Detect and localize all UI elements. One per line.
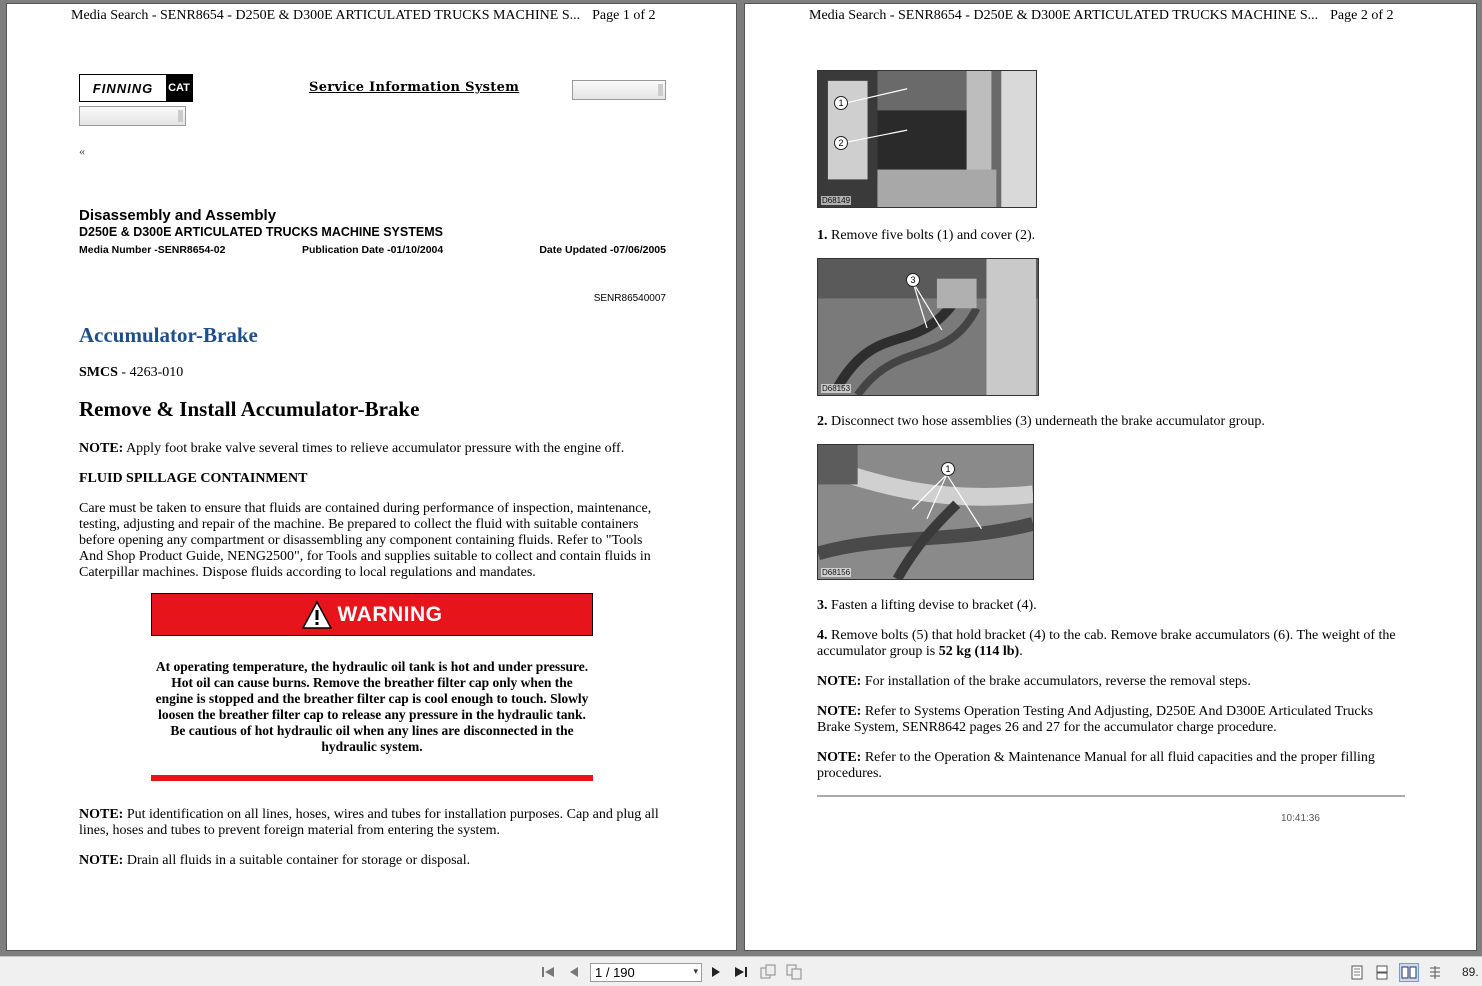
warning-triangle-icon (302, 601, 332, 629)
warning-label: WARNING (337, 602, 443, 626)
publication-date: Publication Date -01/10/2004 (302, 244, 444, 256)
note-2 (79, 807, 669, 839)
callout-3: 3 (906, 273, 920, 287)
weight-value: 52 kg (114 lb) (938, 644, 1020, 659)
header-title: Media Search - SENR8654 - D250E & D300E ARTICULATED TRUCKS MACHINE S... (71, 8, 581, 23)
scroll-view-icon[interactable] (1425, 963, 1445, 982)
note-text: Drain all fluids in a suitable container for storage or disposal. (123, 853, 471, 868)
page-number-select[interactable] (590, 963, 702, 982)
continuous-view-icon[interactable] (1372, 963, 1392, 982)
note-label: NOTE: (79, 441, 124, 456)
doc-id: SENR86540007 (593, 293, 666, 304)
photo-hose-assemblies (817, 258, 1039, 396)
note-5 (817, 704, 1407, 736)
warning-banner (151, 593, 593, 636)
smcs-code (79, 365, 183, 381)
note-6 (817, 750, 1407, 782)
two-page-view-icon[interactable] (1399, 963, 1419, 982)
photo-image (818, 71, 1036, 207)
photo-caption: D68149 (822, 196, 851, 205)
note-3 (79, 853, 669, 869)
step-4 (817, 628, 1407, 660)
warning-bottom-rule (151, 775, 593, 781)
photo-image (818, 259, 1038, 395)
photo-image (818, 445, 1033, 579)
topic-heading: Accumulator-Brake (79, 323, 258, 347)
note-label: NOTE: (817, 704, 862, 719)
note-text: Refer to the Operation & Maintenance Manual for all fluid capacities and the proper filling procedures. (817, 750, 1375, 781)
page-header (71, 8, 656, 24)
step-text: Remove bolts (5) that hold bracket (4) to the cab. Remove brake accumulators (6). The weight of the accumulator group is (817, 628, 1396, 659)
photo-caption: D68156 (822, 568, 851, 577)
next-page-icon[interactable] (708, 964, 724, 980)
step-2 (817, 414, 1407, 430)
header-page-number: Page 1 of 2 (592, 8, 656, 23)
page-header (809, 8, 1394, 24)
chevron-down-icon[interactable]: ▾ (693, 966, 698, 976)
doc-subtitle: D250E & D300E ARTICULATED TRUCKS MACHINE SYSTEMS (79, 225, 443, 239)
header-button-left[interactable] (79, 106, 186, 126)
logo-cat-text: CAT (166, 75, 192, 101)
last-page-icon[interactable] (733, 964, 749, 980)
step-text: Disconnect two hose assemblies (3) underneath the brake accumulator group. (827, 414, 1265, 429)
step-number: 2. (817, 414, 828, 429)
note-label: NOTE: (79, 807, 124, 822)
divider (817, 795, 1405, 797)
fluid-paragraph: Care must be taken to ensure that fluids are contained during performance of inspection, maintenance, testing, adjusting and repair of the machine. Be prepared to collect the fluid with suitable containers before opening any compartment or disassembling any component containing fluids. Refer to "Tools And Shop Product Guide, NENG2500", for Tools and supplies suitable to collect and contain fluids in Caterpillar machines. Dispose fluids according to local regulations and mandates. (79, 501, 652, 580)
copy-icon[interactable] (760, 964, 776, 980)
note-text: Refer to Systems Operation Testing And Adjusting, D250E And D300E Articulated Trucks Brake System, SENR8642 pages 26 and 27 for the accumulator charge procedure. (817, 704, 1374, 735)
logo-finning-text: FINNING (80, 75, 166, 101)
header-button-right[interactable] (572, 80, 666, 100)
viewer-toolbar (0, 956, 1482, 986)
note-label: NOTE: (817, 750, 862, 765)
sis-title: Service Information System (309, 80, 520, 95)
step-number: 4. (817, 628, 828, 643)
page-indicator: 1 / 190 (595, 965, 635, 980)
note-label: NOTE: (817, 674, 862, 689)
photo-cover-bolts (817, 70, 1037, 208)
document-page-2 (744, 3, 1477, 951)
note-label: NOTE: (79, 853, 124, 868)
header-page-number: Page 2 of 2 (1330, 8, 1394, 23)
note-text: For installation of the brake accumulators, reverse the removal steps. (861, 674, 1251, 689)
step-end: . (1019, 644, 1023, 659)
note-text: Put identification on all lines, hoses, wires and tubes for installation purposes. Cap and plug all lines, hoses and tubes to prevent foreign material from entering the system. (79, 807, 659, 838)
document-page-1 (6, 3, 737, 951)
callout-1: 1 (941, 462, 955, 476)
step-number: 1. (817, 228, 828, 243)
photo-bracket (817, 444, 1034, 580)
warning-text: At operating temperature, the hydraulic oil tank is hot and under pressure. Hot oil can cause burns. Remove the breather filter cap only when the engine is stopped and the breather filter cap is cool enough to touch. Slowly loosen the breather filter cap to release any pressure in the hydraulic tank. Be cautious of hot hydraulic oil when any lines are disconnected in the hydraulic system. (155, 659, 589, 754)
smcs-label: SMCS (79, 365, 118, 380)
step-1 (817, 228, 1407, 244)
doc-title: Disassembly and Assembly (79, 207, 277, 224)
note-text: Apply foot brake valve several times to relieve accumulator pressure with the engine off. (123, 441, 625, 456)
zoom-level[interactable]: 89. (1462, 965, 1479, 979)
photo-caption: D68153 (822, 384, 851, 393)
step-number: 3. (817, 598, 828, 613)
step-text: Fasten a lifting devise to bracket (4). (827, 598, 1037, 613)
prev-page-icon[interactable] (566, 964, 582, 980)
note-4 (817, 674, 1407, 690)
timestamp: 10:41:36 (1281, 813, 1320, 824)
media-number: Media Number -SENR8654-02 (79, 244, 226, 256)
fluid-heading: FLUID SPILLAGE CONTAINMENT (79, 471, 308, 486)
smcs-value: - 4263-010 (117, 365, 184, 380)
note-1 (79, 441, 669, 457)
section-title: Remove & Install Accumulator-Brake (79, 397, 420, 421)
paste-icon[interactable] (786, 964, 802, 980)
header-title: Media Search - SENR8654 - D250E & D300E ARTICULATED TRUCKS MACHINE S... (809, 8, 1319, 23)
single-page-view-icon[interactable] (1347, 963, 1367, 982)
callout-2: 2 (834, 136, 848, 150)
date-updated: Date Updated -07/06/2005 (539, 244, 666, 256)
first-page-icon[interactable] (540, 964, 556, 980)
step-3 (817, 598, 1407, 614)
callout-1: 1 (834, 96, 848, 110)
back-icon[interactable]: « (79, 144, 85, 158)
step-text: Remove five bolts (1) and cover (2). (827, 228, 1036, 243)
finning-cat-logo (79, 74, 193, 102)
